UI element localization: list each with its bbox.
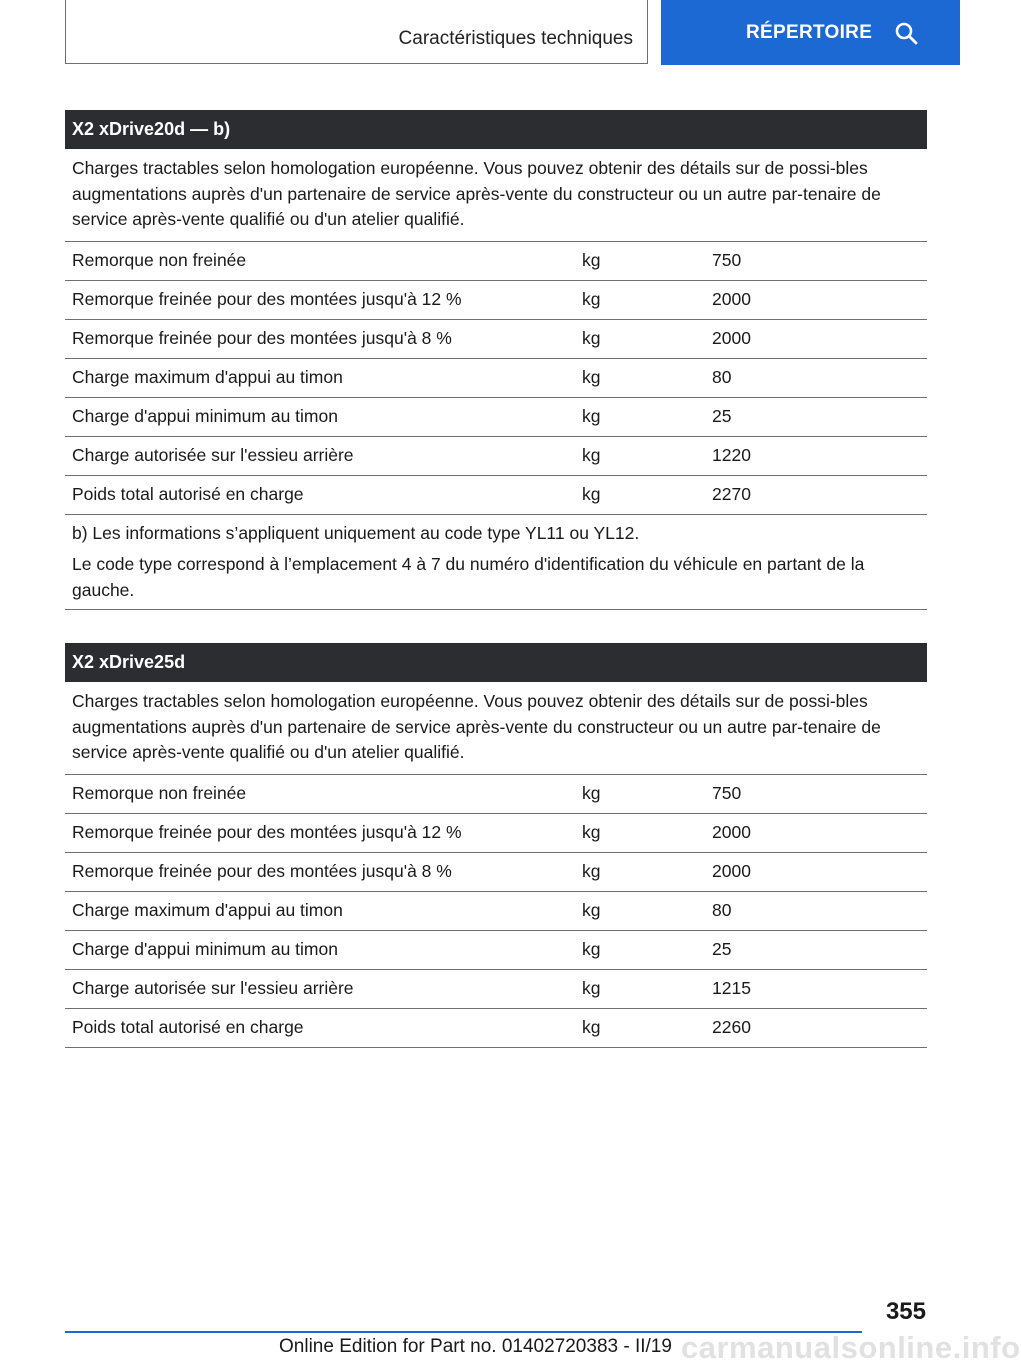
section-description: Charges tractables selon homologation européenne. Vous pouvez obtenir des détails sur de possi-bles augmentations auprès d'un partenaire de service après-vente du constructeur ou un autre par-tenaire de service après-vente qualifié ou d'un atelier qualifié. (65, 149, 927, 242)
row-unit: kg (582, 289, 601, 309)
index-button-label: RÉPERTOIRE (746, 21, 873, 43)
row-label: Remorque freinée pour des montées jusqu'à 12 % (72, 289, 462, 309)
table-row (65, 931, 927, 970)
table-row (65, 281, 927, 320)
row-unit: kg (582, 939, 601, 959)
row-label: Poids total autorisé en charge (72, 484, 304, 504)
row-label: Remorque non freinée (72, 783, 247, 803)
row-value: 1215 (712, 978, 751, 998)
table-row (65, 242, 927, 281)
footnotes (65, 515, 927, 611)
section-title: X2 xDrive20d — b) (65, 110, 927, 149)
row-unit: kg (582, 328, 601, 348)
header-chapter-box (65, 0, 648, 64)
table-row (65, 476, 927, 515)
row-unit: kg (582, 783, 601, 803)
row-unit: kg (582, 484, 601, 504)
row-value: 25 (712, 939, 732, 959)
row-label: Charge maximum d'appui au timon (72, 367, 343, 387)
search-icon (894, 21, 918, 45)
row-value: 80 (712, 367, 732, 387)
page-number: 355 (885, 1298, 926, 1325)
row-label: Charge d'appui minimum au timon (72, 939, 338, 959)
footnote: b) Les informations s’appliquent uniquement au code type YL11 ou YL12. (72, 522, 640, 543)
row-label: Remorque freinée pour des montées jusqu'à 12 % (72, 822, 462, 842)
row-value: 2000 (712, 822, 751, 842)
table-row (65, 320, 927, 359)
row-value: 2000 (712, 861, 751, 881)
table-row (65, 775, 927, 814)
row-unit: kg (582, 250, 601, 270)
row-label: Charge d'appui minimum au timon (72, 406, 338, 426)
table-row (65, 814, 927, 853)
row-unit: kg (582, 367, 601, 387)
section-description: Charges tractables selon homologation européenne. Vous pouvez obtenir des détails sur de possi-bles augmentations auprès d'un partenaire de service après-vente du constructeur ou un autre par-tenaire de service après-vente qualifié ou d'un atelier qualifié. (65, 682, 927, 775)
edition-text: Online Edition for Part no. 01402720383 - II/19 (279, 1336, 672, 1357)
table-row (65, 853, 927, 892)
row-value: 2000 (712, 328, 751, 348)
row-value: 2260 (712, 1017, 751, 1037)
table-row (65, 437, 927, 476)
row-value: 25 (712, 406, 732, 426)
spec-section-xdrive25d (65, 643, 927, 1048)
row-unit: kg (582, 978, 601, 998)
row-label: Charge autorisée sur l'essieu arrière (72, 445, 354, 465)
row-label: Charge maximum d'appui au timon (72, 900, 343, 920)
row-unit: kg (582, 861, 601, 881)
table-row (65, 1009, 927, 1048)
table-row (65, 970, 927, 1009)
row-unit: kg (582, 406, 601, 426)
row-unit: kg (582, 900, 601, 920)
row-unit: kg (582, 1017, 601, 1037)
row-label: Remorque non freinée (72, 250, 247, 270)
table-row (65, 398, 927, 437)
section-title: X2 xDrive25d (65, 643, 927, 682)
row-value: 750 (712, 250, 742, 270)
spec-section-xdrive20d (65, 110, 927, 610)
row-value: 750 (712, 783, 742, 803)
watermark: carmanualsonline.info (681, 1330, 1021, 1365)
table-row (65, 892, 927, 931)
row-value: 1220 (712, 445, 751, 465)
row-unit: kg (582, 822, 601, 842)
row-label: Poids total autorisé en charge (72, 1017, 304, 1037)
row-label: Charge autorisée sur l'essieu arrière (72, 978, 354, 998)
row-label: Remorque freinée pour des montées jusqu'à 8 % (72, 328, 452, 348)
footnote: Le code type correspond à l’emplacement 4 à 7 du numéro d'identification du véhicule en partant de la gauche. (72, 554, 865, 600)
row-value: 2000 (712, 289, 751, 309)
index-button[interactable] (661, 0, 960, 65)
row-value: 2270 (712, 484, 751, 504)
row-value: 80 (712, 900, 732, 920)
table-row (65, 359, 927, 398)
row-unit: kg (582, 445, 601, 465)
chapter-title: Caractéristiques techniques (398, 28, 633, 49)
row-label: Remorque freinée pour des montées jusqu'à 8 % (72, 861, 452, 881)
